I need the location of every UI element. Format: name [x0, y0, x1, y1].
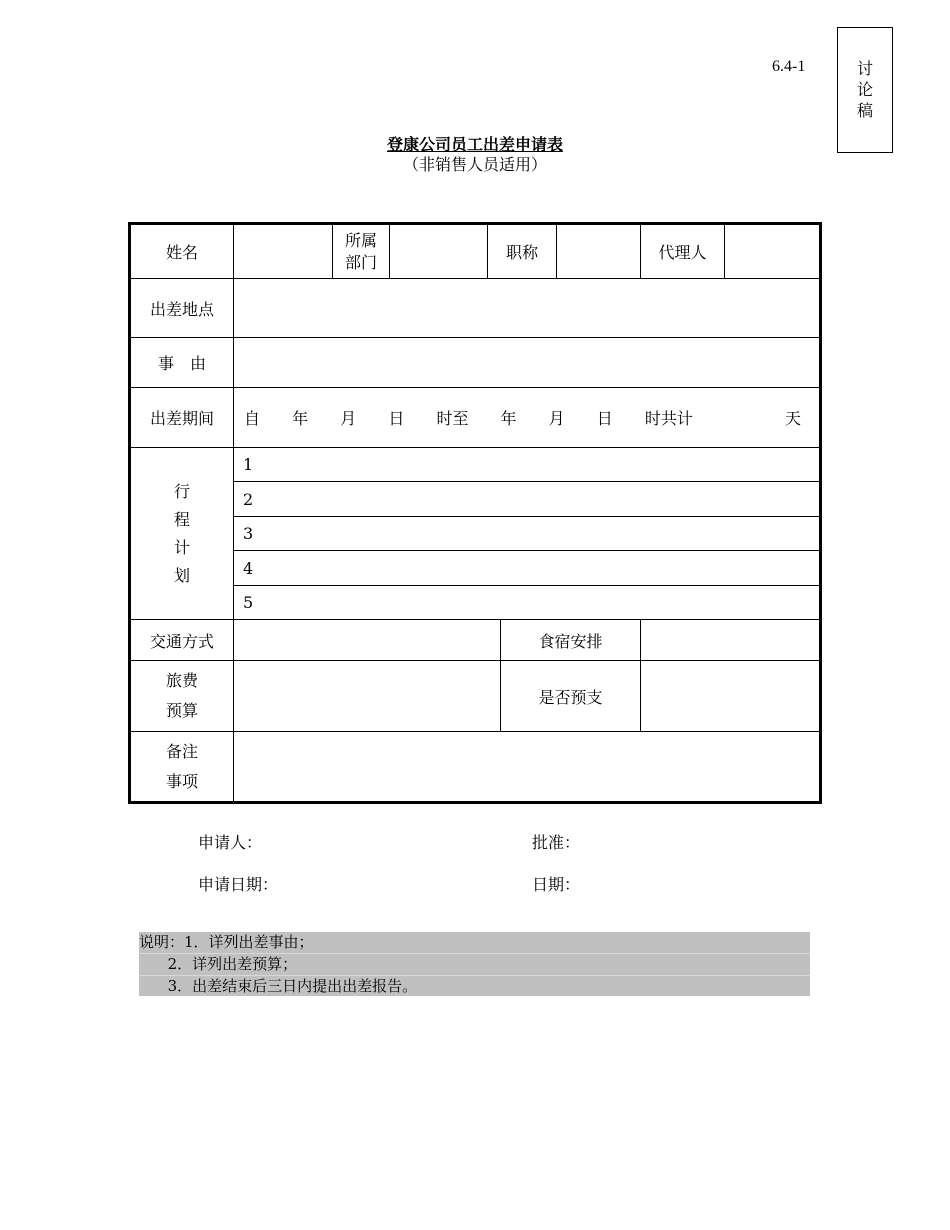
lodging-label: 食宿安排	[501, 620, 641, 661]
draft-stamp-char: 讨	[856, 59, 873, 78]
lodging-field[interactable]	[641, 620, 821, 661]
agent-field[interactable]	[725, 224, 821, 279]
itinerary-label: 行 程 计 划	[130, 448, 234, 620]
note-line: 说明：1．详列出差事由；	[139, 933, 314, 951]
form-subtitle: （非销售人员适用）	[402, 155, 547, 174]
period-label: 出差期间	[130, 388, 234, 448]
itinerary-row[interactable]: 5	[234, 586, 821, 620]
notes-box	[139, 932, 810, 996]
department-label: 所属 部门	[333, 224, 390, 279]
advance-label: 是否预支	[501, 661, 641, 732]
apply-date-label: 申请日期：	[198, 875, 279, 894]
location-field[interactable]	[234, 279, 821, 338]
job-title-field[interactable]	[557, 224, 641, 279]
reason-field[interactable]	[234, 338, 821, 388]
remarks-field[interactable]	[234, 732, 821, 803]
itinerary-row[interactable]: 3	[234, 517, 821, 551]
location-label: 出差地点	[130, 279, 234, 338]
itinerary-row[interactable]: 2	[234, 482, 821, 517]
name-label: 姓名	[130, 224, 234, 279]
transport-field[interactable]	[234, 620, 501, 661]
department-field[interactable]	[390, 224, 488, 279]
date-label: 日期：	[532, 875, 581, 894]
applicant-label: 申请人：	[198, 833, 263, 852]
reason-label: 事 由	[130, 338, 234, 388]
agent-label: 代理人	[641, 224, 725, 279]
itinerary-row[interactable]: 1	[234, 448, 821, 482]
budget-label: 旅费 预算	[130, 661, 234, 732]
approval-label: 批准：	[532, 833, 581, 852]
advance-field[interactable]	[641, 661, 821, 732]
job-title-label: 职称	[488, 224, 557, 279]
note-line: 3．出差结束后三日内提出出差报告。	[139, 975, 810, 997]
draft-stamp-char: 稿	[856, 101, 873, 120]
itinerary-row[interactable]: 4	[234, 551, 821, 586]
remarks-label: 备注 事项	[130, 732, 234, 803]
budget-field[interactable]	[234, 661, 501, 732]
form-title: 登康公司员工出差申请表	[386, 135, 563, 154]
document-number: 6.4-1	[772, 58, 806, 75]
transport-label: 交通方式	[130, 620, 234, 661]
draft-stamp-char: 论	[856, 80, 873, 99]
note-line: 2．详列出差预算；	[139, 953, 810, 975]
period-field[interactable]: 自 年 月 日 时至 年 月 日 时共计 天	[234, 388, 821, 448]
travel-application-form	[128, 222, 822, 804]
name-field[interactable]	[234, 224, 333, 279]
